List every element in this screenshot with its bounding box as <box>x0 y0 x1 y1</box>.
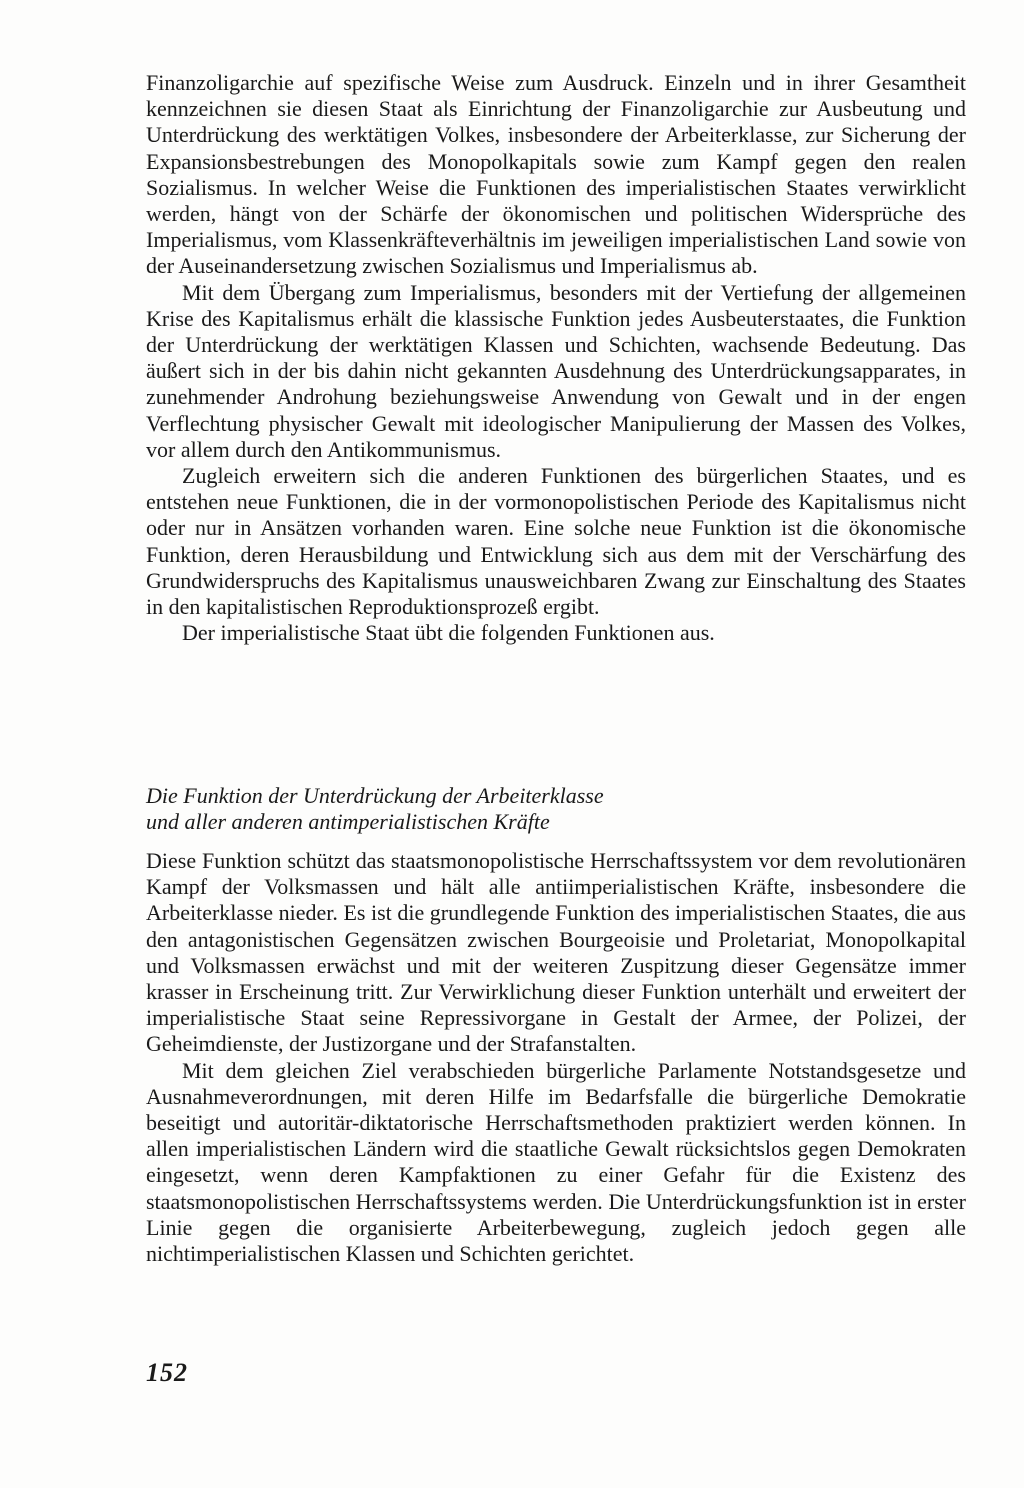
paragraph: Mit dem Übergang zum Imperialismus, besonders mit der Vertiefung der allgemeinen Krise des Kapitalismus erhält die klassische Funktion jedes Ausbeuterstaates, die Funktion der Unterdrückung der werktätigen Klassen und Schichten, wachsende Bedeutung. Das äußert sich in der bis dahin nicht gekannten Ausdehnung des Unterdrückungsapparates, in zunehmender Androhung beziehungsweise Anwendung von Gewalt und in der engen Verflechtung physischer Gewalt mit ideologischer Manipulierung der Massen des Volkes, vor allem durch den Antikommunismus. <box>146 279 966 462</box>
page-number: 152 <box>146 1358 188 1387</box>
body-text-section-one <box>146 70 966 646</box>
paragraph: Der imperialistische Staat übt die folgenden Funktionen aus. <box>182 620 715 646</box>
paragraph: Diese Funktion schützt das staatsmonopolistische Herrschaftssystem vor dem revolutionären Kampf der Volksmassen und hält alle antiimperialistischen Kräfte, insbesondere die Arbeiterklasse nieder. Es ist die grundlegende Funktion des imperialistischen Staates, die aus den antagonistischen Gegensätzen zwischen Bourgeoisie und Proletariat, Monopolkapital und Volksmassen erwächst und mit der weiteren Zuspitzung dieser Gegensätze immer krasser in Erscheinung tritt. Zur Verwirklichung dieser Funktion unterhält und erweitert der imperialistische Staat seine Repressivorgane in Gestalt der Armee, der Polizei, der Geheimdienste, der Justizorgane und der Strafanstalten. <box>146 848 966 1057</box>
section-heading-line: und aller anderen antimperialistischen Kräfte <box>146 809 550 835</box>
paragraph: Zugleich erweitern sich die anderen Funktionen des bürgerlichen Staates, und es entstehen neue Funktionen, die in der vormonopolistischen Periode des Kapitalismus nicht oder nur in Ansätzen vorhanden waren. Eine solche neue Funktion ist die ökonomische Funktion, deren Herausbildung und Entwicklung sich aus dem mit der Verschärfung des Grundwiderspruchs des Kapitalismus unausweichbaren Zwang zur Einschaltung des Staates in den kapitalistischen Reproduktionsprozeß ergibt. <box>146 463 966 620</box>
paragraph: Mit dem gleichen Ziel verabschieden bürgerliche Parlamente Notstandsgesetze und Ausnahmeverordnungen, mit deren Hilfe im Bedarfsfalle die bürgerliche Demokratie beseitigt und autoritär-diktatorische Herrschaftsmethoden praktiziert werden können. In allen imperialistischen Ländern wird die staatliche Gewalt rücksichtslos gegen Demokraten eingesetzt, wenn deren Kampfaktionen zu einer Gefahr für die Existenz des staatsmonopolistischen Herrschaftssystems werden. Die Unterdrückungsfunktion ist in erster Linie gegen die organisierte Arbeiterbewegung, zugleich jedoch gegen alle nichtimperialistischen Klassen und Schichten gerichtet. <box>146 1057 966 1267</box>
body-text-section-two <box>146 848 966 1267</box>
paragraph: Finanzoligarchie auf spezifische Weise zum Ausdruck. Einzeln und in ihrer Gesamtheit kennzeichnen sie diesen Staat als Einrichtung der Finanzoligarchie zur Ausbeutung und Unterdrückung des werktätigen Volkes, insbesondere der Arbeiterklasse, zur Sicherung der Expansionsbestrebungen des Monopolkapitals sowie zum Kampf gegen den realen Sozialismus. In welcher Weise die Funktionen des imperialistischen Staates verwirklicht werden, hängt von der Schärfe der ökonomischen und politischen Widersprüche des Imperialismus, vom Klassenkräfteverhältnis im jeweiligen imperialistischen Land sowie von der Auseinandersetzung zwischen Sozialismus und Imperialismus ab. <box>146 70 966 279</box>
section-heading-line: Die Funktion der Unterdrückung der Arbeiterklasse <box>146 783 604 808</box>
section-heading <box>146 783 966 835</box>
